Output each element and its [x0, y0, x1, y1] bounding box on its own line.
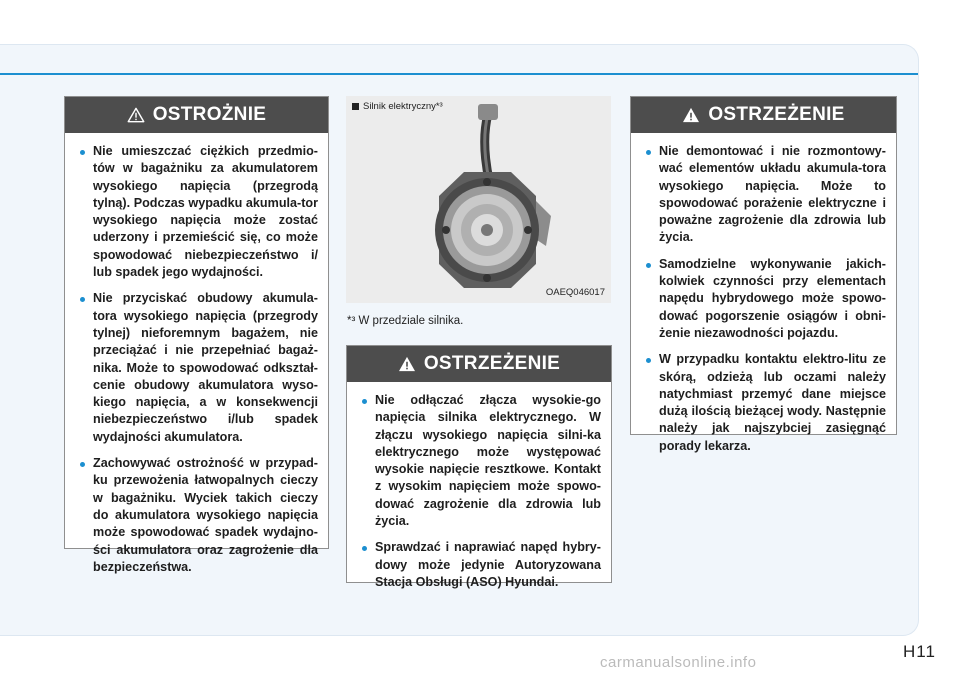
warning-box-right [630, 96, 897, 453]
warning-body [631, 133, 896, 474]
warning-box-middle [346, 345, 612, 589]
figure-footnote: *³ W przedziale silnika. [347, 315, 464, 327]
warning-triangle-icon [682, 107, 700, 123]
warning-triangle-icon [127, 107, 145, 123]
caution-header [65, 97, 328, 133]
warning-body [347, 382, 611, 610]
warning-item: Samodzielne wykonywanie jakich-kolwiek czynności przy elementach napędu hybrydowego może spowo-dować pogorszenie osiągów i obni-żenie niezawodności pojazdu. [643, 256, 886, 342]
warning-header [347, 346, 611, 382]
caution-box [64, 96, 329, 574]
motor-figure [346, 96, 611, 303]
caution-item: Zachowywać ostrożność w przypad-ku przewożenia łatwopalnych cieczy w bagażniku. Wyciek takich cieczy do akumulatora wysokiego napięcia może spowodować spadek wydajno-ści akumulatora oraz zagrożenie dla bezpieczeństwa. [77, 455, 318, 576]
warning-header [631, 97, 896, 133]
caution-title: OSTROŻNIE [152, 104, 267, 125]
watermark: carmanualsonline.info [600, 654, 757, 671]
warning-triangle-icon [398, 356, 416, 372]
warning-title: OSTRZEŻENIE [708, 104, 845, 125]
page-number: H11 [903, 642, 936, 661]
warning-item: Nie odłączać złącza wysokie-go napięcia silnika elektrycznego. W złączu wysokiego napięcia silni-ka elektrycznego może występować wysokie napięcie resztkowe. Kontakt z wysokim napięciem może spowo-dować zagrożenie dla zdrowia lub życia. [359, 392, 601, 530]
caution-item: Nie przyciskać obudowy akumula-tora wysokiego napięcia (przegrody tylnej) nieforemnym bagażem, nie przeciążać i nie przepełniać bagaż-nika. Może to spowodować odkształ-cenie obudowy akumulatora wyso-kiego napięcia, a w konsekwencji niebezpieczeństwo i/lub spadek wydajności akumulatora. [77, 290, 318, 446]
top-rule [0, 73, 918, 75]
figure-caption-text: Silnik elektryczny*³ [363, 101, 443, 112]
caution-body [65, 133, 328, 595]
figure-code: OAEQ046017 [545, 287, 605, 298]
warning-item: W przypadku kontaktu elektro-litu ze skórą, odzieżą lub oczami należy natychmiast przemyć dane miejsce dużą ilością bieżącej wody. Następnie należy jak najszybciej zasięgnąć porady lekarza. [643, 351, 886, 455]
warning-item: Sprawdzać i naprawiać napęd hybry-dowy może jedynie Autoryzowana Stacja Obsługi (ASO) Hyundai. [359, 539, 601, 591]
electric-motor-image [346, 96, 611, 303]
warning-item: Nie demontować i nie rozmontowy-wać elementów układu akumula-tora wysokiego napięcia. Może to spowodować porażenie elektryczne i poważne zagrożenie dla zdrowia lub życia. [643, 143, 886, 247]
warning-title: OSTRZEŻENIE [423, 353, 561, 374]
caution-item: Nie umieszczać ciężkich przedmio-tów w bagażniku za akumulatorem wysokiego napięcia (przegrodą tylną). Podczas wypadku akumula-tor wysokiego napięcia może zostać uderzony i przemieścić się, co może spowodować niebezpieczeństwo i/ lub spadek jego wydajności. [77, 143, 318, 281]
